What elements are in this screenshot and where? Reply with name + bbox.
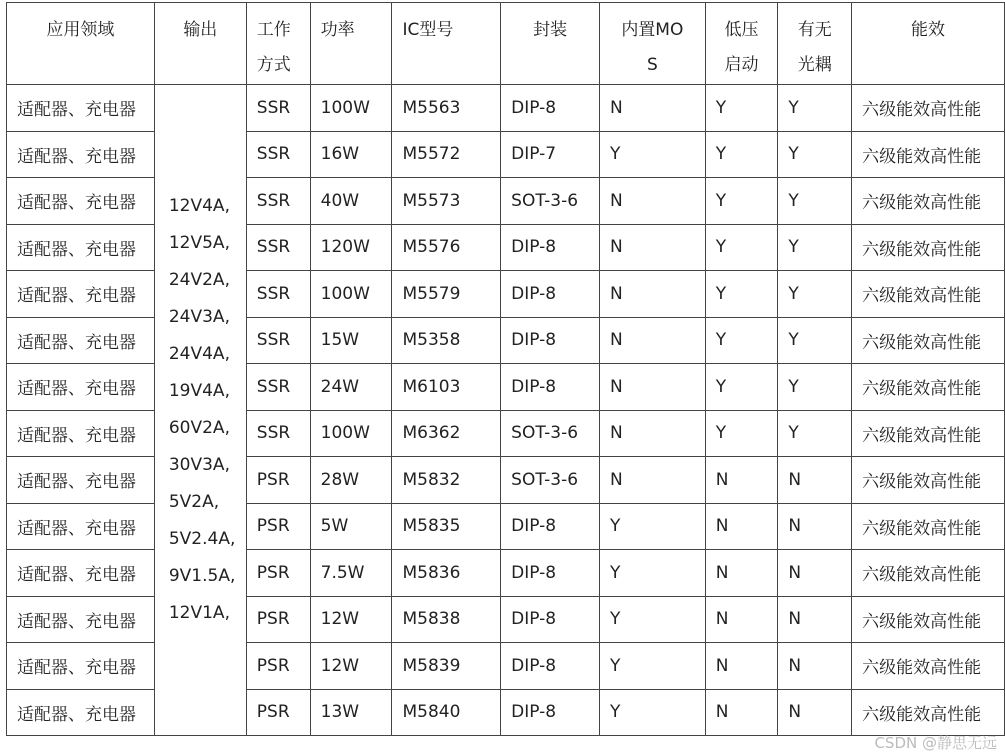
cell-optocoupler: Y xyxy=(778,85,852,132)
cell-package: DIP-8 xyxy=(501,85,600,132)
cell-ic-model: M5573 xyxy=(392,178,501,225)
cell-ic-model: M5832 xyxy=(392,457,501,504)
cell-low-voltage-start: Y xyxy=(705,271,778,318)
cell-low-voltage-start: Y xyxy=(705,410,778,457)
cell-package: SOT-3-6 xyxy=(501,178,600,225)
cell-work-mode: PSR xyxy=(246,643,310,690)
header-package: 封装 xyxy=(501,3,600,85)
cell-efficiency: 六级能效高性能 xyxy=(852,317,1005,364)
cell-efficiency: 六级能效高性能 xyxy=(852,457,1005,504)
cell-low-voltage-start: Y xyxy=(705,85,778,132)
output-value: 12V5A, xyxy=(168,233,230,253)
cell-ic-model: M5579 xyxy=(392,271,501,318)
cell-power: 5W xyxy=(310,503,392,550)
cell-optocoupler: Y xyxy=(778,224,852,271)
output-value: 12V4A, xyxy=(168,196,230,216)
cell-package: DIP-8 xyxy=(501,271,600,318)
cell-builtin-mos: N xyxy=(600,224,706,271)
cell-builtin-mos: Y xyxy=(600,503,706,550)
cell-application: 适配器、充电器 xyxy=(7,271,155,318)
cell-application: 适配器、充电器 xyxy=(7,596,155,643)
cell-optocoupler: Y xyxy=(778,178,852,225)
cell-efficiency: 六级能效高性能 xyxy=(852,85,1005,132)
cell-builtin-mos: N xyxy=(600,178,706,225)
cell-builtin-mos: Y xyxy=(600,643,706,690)
cell-power: 16W xyxy=(310,131,392,178)
cell-work-mode: PSR xyxy=(246,689,310,736)
cell-work-mode: SSR xyxy=(246,224,310,271)
cell-ic-model: M6103 xyxy=(392,364,501,411)
cell-power: 15W xyxy=(310,317,392,364)
cell-optocoupler: N xyxy=(778,643,852,690)
cell-ic-model: M5572 xyxy=(392,131,501,178)
cell-package: DIP-8 xyxy=(501,364,600,411)
output-value: 12V1A, xyxy=(168,603,230,623)
watermark: CSDN @静思无远 xyxy=(874,734,997,752)
cell-builtin-mos: N xyxy=(600,410,706,457)
cell-builtin-mos: N xyxy=(600,457,706,504)
cell-output-merged xyxy=(154,85,246,736)
output-value: 30V3A, xyxy=(168,455,230,475)
cell-application: 适配器、充电器 xyxy=(7,550,155,597)
cell-work-mode: SSR xyxy=(246,271,310,318)
cell-optocoupler: N xyxy=(778,689,852,736)
cell-low-voltage-start: N xyxy=(705,596,778,643)
cell-efficiency: 六级能效高性能 xyxy=(852,271,1005,318)
header-application: 应用领域 xyxy=(7,3,155,85)
cell-efficiency: 六级能效高性能 xyxy=(852,410,1005,457)
cell-work-mode: SSR xyxy=(246,85,310,132)
cell-power: 100W xyxy=(310,85,392,132)
cell-application: 适配器、充电器 xyxy=(7,457,155,504)
output-value: 24V4A, xyxy=(168,344,230,364)
cell-low-voltage-start: N xyxy=(705,457,778,504)
cell-package: DIP-8 xyxy=(501,503,600,550)
cell-ic-model: M5358 xyxy=(392,317,501,364)
cell-ic-model: M5835 xyxy=(392,503,501,550)
cell-optocoupler: Y xyxy=(778,410,852,457)
cell-power: 28W xyxy=(310,457,392,504)
cell-efficiency: 六级能效高性能 xyxy=(852,689,1005,736)
cell-optocoupler: Y xyxy=(778,317,852,364)
cell-builtin-mos: Y xyxy=(600,689,706,736)
cell-efficiency: 六级能效高性能 xyxy=(852,550,1005,597)
cell-application: 适配器、充电器 xyxy=(7,178,155,225)
cell-application: 适配器、充电器 xyxy=(7,317,155,364)
cell-work-mode: SSR xyxy=(246,364,310,411)
cell-efficiency: 六级能效高性能 xyxy=(852,643,1005,690)
header-ic-model: IC型号 xyxy=(392,3,501,85)
cell-power: 100W xyxy=(310,410,392,457)
cell-power: 120W xyxy=(310,224,392,271)
cell-efficiency: 六级能效高性能 xyxy=(852,178,1005,225)
cell-package: DIP-8 xyxy=(501,689,600,736)
cell-package: SOT-3-6 xyxy=(501,410,600,457)
cell-builtin-mos: Y xyxy=(600,131,706,178)
header-row xyxy=(7,3,1005,85)
cell-work-mode: SSR xyxy=(246,317,310,364)
cell-power: 24W xyxy=(310,364,392,411)
cell-work-mode: SSR xyxy=(246,131,310,178)
cell-builtin-mos: N xyxy=(600,317,706,364)
cell-work-mode: PSR xyxy=(246,457,310,504)
cell-optocoupler: Y xyxy=(778,271,852,318)
cell-builtin-mos: N xyxy=(600,85,706,132)
cell-optocoupler: N xyxy=(778,457,852,504)
cell-application: 适配器、充电器 xyxy=(7,410,155,457)
cell-low-voltage-start: Y xyxy=(705,178,778,225)
ic-spec-table xyxy=(6,2,1005,736)
header-builtin-mos: 内置MO S xyxy=(600,3,706,85)
cell-application: 适配器、充电器 xyxy=(7,131,155,178)
cell-power: 12W xyxy=(310,643,392,690)
header-optocoupler: 有无 光耦 xyxy=(778,3,852,85)
cell-package: DIP-8 xyxy=(501,317,600,364)
cell-efficiency: 六级能效高性能 xyxy=(852,596,1005,643)
output-value: 9V1.5A, xyxy=(168,566,236,586)
cell-package: DIP-8 xyxy=(501,550,600,597)
cell-low-voltage-start: N xyxy=(705,643,778,690)
cell-ic-model: M6362 xyxy=(392,410,501,457)
cell-ic-model: M5563 xyxy=(392,85,501,132)
cell-efficiency: 六级能效高性能 xyxy=(852,131,1005,178)
output-value: 5V2.4A, xyxy=(168,529,236,549)
cell-application: 适配器、充电器 xyxy=(7,224,155,271)
header-output: 输出 xyxy=(154,3,246,85)
output-value: 19V4A, xyxy=(168,381,230,401)
cell-ic-model: M5839 xyxy=(392,643,501,690)
cell-power: 12W xyxy=(310,596,392,643)
cell-package: DIP-7 xyxy=(501,131,600,178)
table-row xyxy=(7,85,1005,132)
header-low-voltage-start: 低压 启动 xyxy=(705,3,778,85)
cell-efficiency: 六级能效高性能 xyxy=(852,224,1005,271)
cell-application: 适配器、充电器 xyxy=(7,689,155,736)
cell-ic-model: M5840 xyxy=(392,689,501,736)
cell-builtin-mos: Y xyxy=(600,596,706,643)
cell-power: 7.5W xyxy=(310,550,392,597)
cell-application: 适配器、充电器 xyxy=(7,643,155,690)
cell-low-voltage-start: Y xyxy=(705,224,778,271)
cell-work-mode: PSR xyxy=(246,596,310,643)
output-value: 60V2A, xyxy=(168,418,230,438)
cell-efficiency: 六级能效高性能 xyxy=(852,503,1005,550)
cell-work-mode: PSR xyxy=(246,503,310,550)
cell-low-voltage-start: Y xyxy=(705,364,778,411)
cell-work-mode: SSR xyxy=(246,178,310,225)
header-power: 功率 xyxy=(310,3,392,85)
cell-ic-model: M5836 xyxy=(392,550,501,597)
cell-efficiency: 六级能效高性能 xyxy=(852,364,1005,411)
cell-package: DIP-8 xyxy=(501,643,600,690)
cell-builtin-mos: Y xyxy=(600,550,706,597)
cell-power: 100W xyxy=(310,271,392,318)
output-value: 24V2A, xyxy=(168,270,230,290)
cell-ic-model: M5576 xyxy=(392,224,501,271)
output-value: 24V3A, xyxy=(168,307,230,327)
cell-work-mode: SSR xyxy=(246,410,310,457)
cell-ic-model: M5838 xyxy=(392,596,501,643)
cell-application: 适配器、充电器 xyxy=(7,503,155,550)
cell-low-voltage-start: N xyxy=(705,503,778,550)
output-value: 5V2A, xyxy=(168,492,220,512)
header-work-mode: 工作 方式 xyxy=(246,3,310,85)
cell-builtin-mos: N xyxy=(600,271,706,318)
cell-optocoupler: N xyxy=(778,503,852,550)
cell-optocoupler: N xyxy=(778,596,852,643)
cell-builtin-mos: N xyxy=(600,364,706,411)
cell-application: 适配器、充电器 xyxy=(7,85,155,132)
cell-application: 适配器、充电器 xyxy=(7,364,155,411)
cell-work-mode: PSR xyxy=(246,550,310,597)
cell-low-voltage-start: Y xyxy=(705,131,778,178)
cell-low-voltage-start: N xyxy=(705,689,778,736)
cell-power: 13W xyxy=(310,689,392,736)
cell-optocoupler: N xyxy=(778,550,852,597)
cell-optocoupler: Y xyxy=(778,364,852,411)
cell-package: DIP-8 xyxy=(501,596,600,643)
header-efficiency: 能效 xyxy=(852,3,1005,85)
cell-low-voltage-start: Y xyxy=(705,317,778,364)
cell-package: SOT-3-6 xyxy=(501,457,600,504)
cell-low-voltage-start: N xyxy=(705,550,778,597)
cell-optocoupler: Y xyxy=(778,131,852,178)
cell-package: DIP-8 xyxy=(501,224,600,271)
cell-power: 40W xyxy=(310,178,392,225)
